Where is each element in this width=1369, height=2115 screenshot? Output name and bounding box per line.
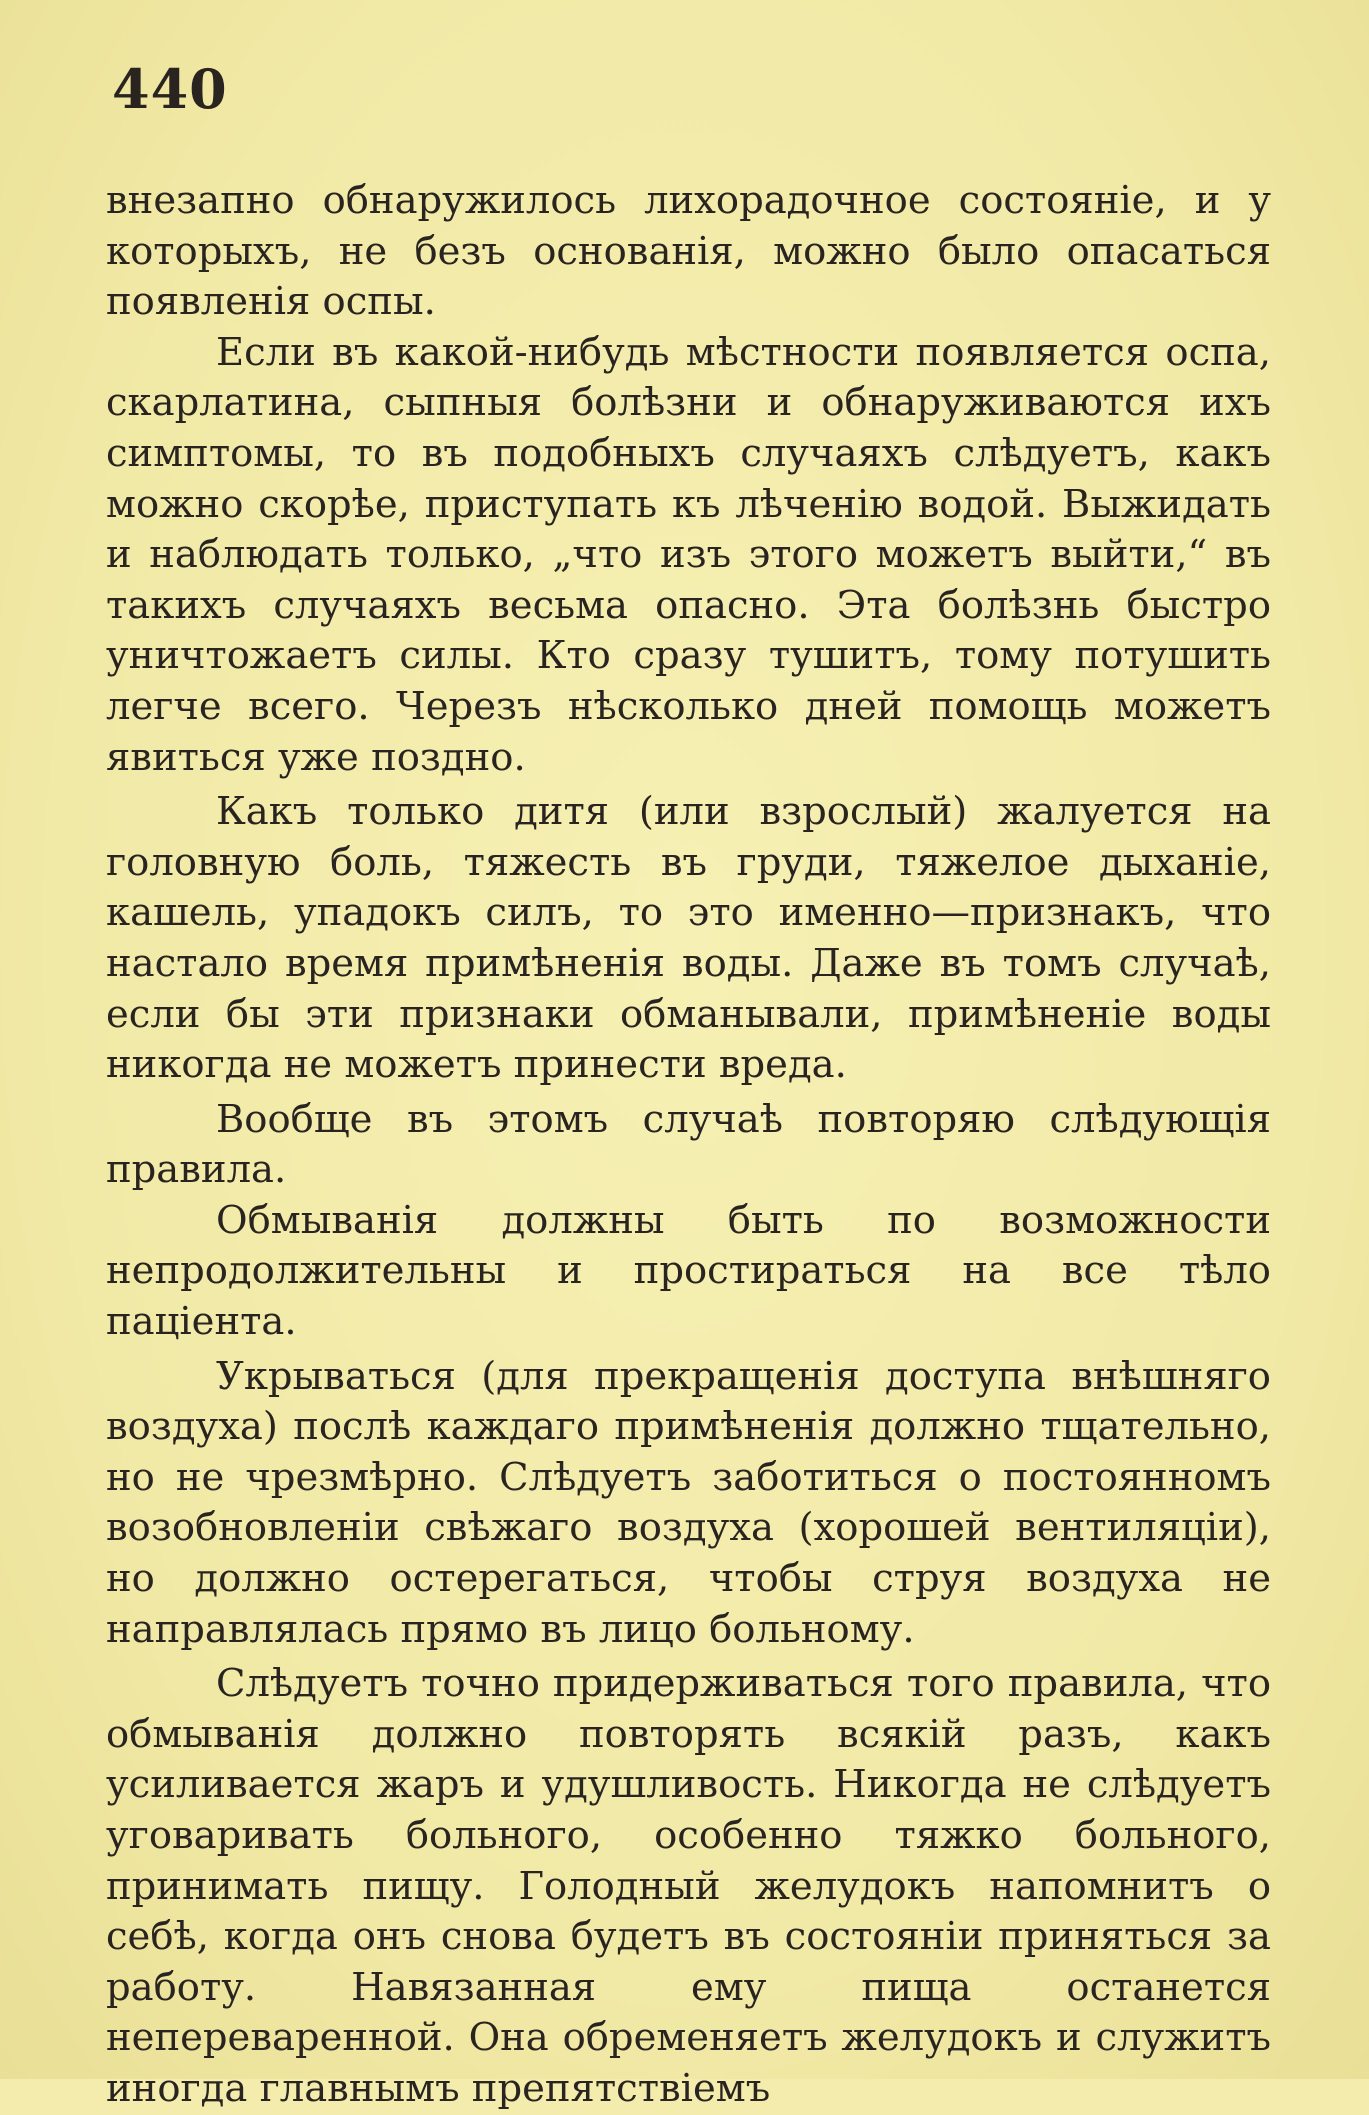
paragraph-7: Слѣдуетъ точно придерживаться того правила, что обмыванія должно повторять всякій разъ, какъ усиливается жаръ и удушливость. Никогда не слѣдуетъ уговаривать больного, особенно тяжко больного, принимать пищу. Голодный желудокъ напомнитъ о себѣ, когда онъ снова будетъ въ состояніи приняться за работу. Навязанная ему пища останется непереваренной. Она обременяетъ желудокъ и служитъ иногда главнымъ препятствіемъ bbox=[106, 1661, 1271, 2111]
page-number: 440 bbox=[112, 57, 228, 121]
paragraph-4: Вообще въ этомъ случаѣ повторяю слѣдующія правила. bbox=[106, 1096, 1271, 1193]
paragraph-1: внезапно обнаружилось лихорадочное состояніе, и у которыхъ, не безъ основанія, можно было опасаться появленія оспы. bbox=[106, 178, 1271, 325]
paragraph-2: Если въ какой-нибудь мѣстности появляется оспа, скарлатина, сыпныя болѣзни и обнаруживаются ихъ симптомы, то въ подобныхъ случаяхъ слѣдуетъ, какъ можно скорѣе, приступать къ лѣченію водой. Выжидать и наблюдать только, „что изъ этого можетъ выйти,“ въ такихъ случаяхъ весьма опасно. Эта болѣзнь быстро уничтожаетъ силы. Кто сразу тушитъ, тому потушить легче всего. Черезъ нѣсколько дней помощь можетъ явиться уже поздно. bbox=[106, 329, 1271, 780]
paragraph-6: Укрываться (для прекращенія доступа внѣшняго воздуха) послѣ каждаго примѣненія должно тщательно, но не чрезмѣрно. Слѣдуетъ заботиться о постоянномъ возобновленіи свѣжаго воздуха (хорошей вентиляціи), но должно остерегаться, чтобы струя воздуха не направлялась прямо въ лицо больному. bbox=[106, 1353, 1271, 1652]
paragraph-3: Какъ только дитя (или взрослый) жалуется на головную боль, тяжесть въ груди, тяжелое дыханіе, кашель, упадокъ силъ, то это именно—признакъ, что настало время примѣненія воды. Даже въ томъ случаѣ, если бы эти признаки обманывали, примѣненіе воды никогда не можетъ принести вреда. bbox=[106, 789, 1271, 1088]
paragraph-5: Обмыванія должны быть по возможности непродолжительны и простираться на все тѣло паціента. bbox=[106, 1197, 1271, 1345]
page-text bbox=[106, 176, 1271, 2115]
